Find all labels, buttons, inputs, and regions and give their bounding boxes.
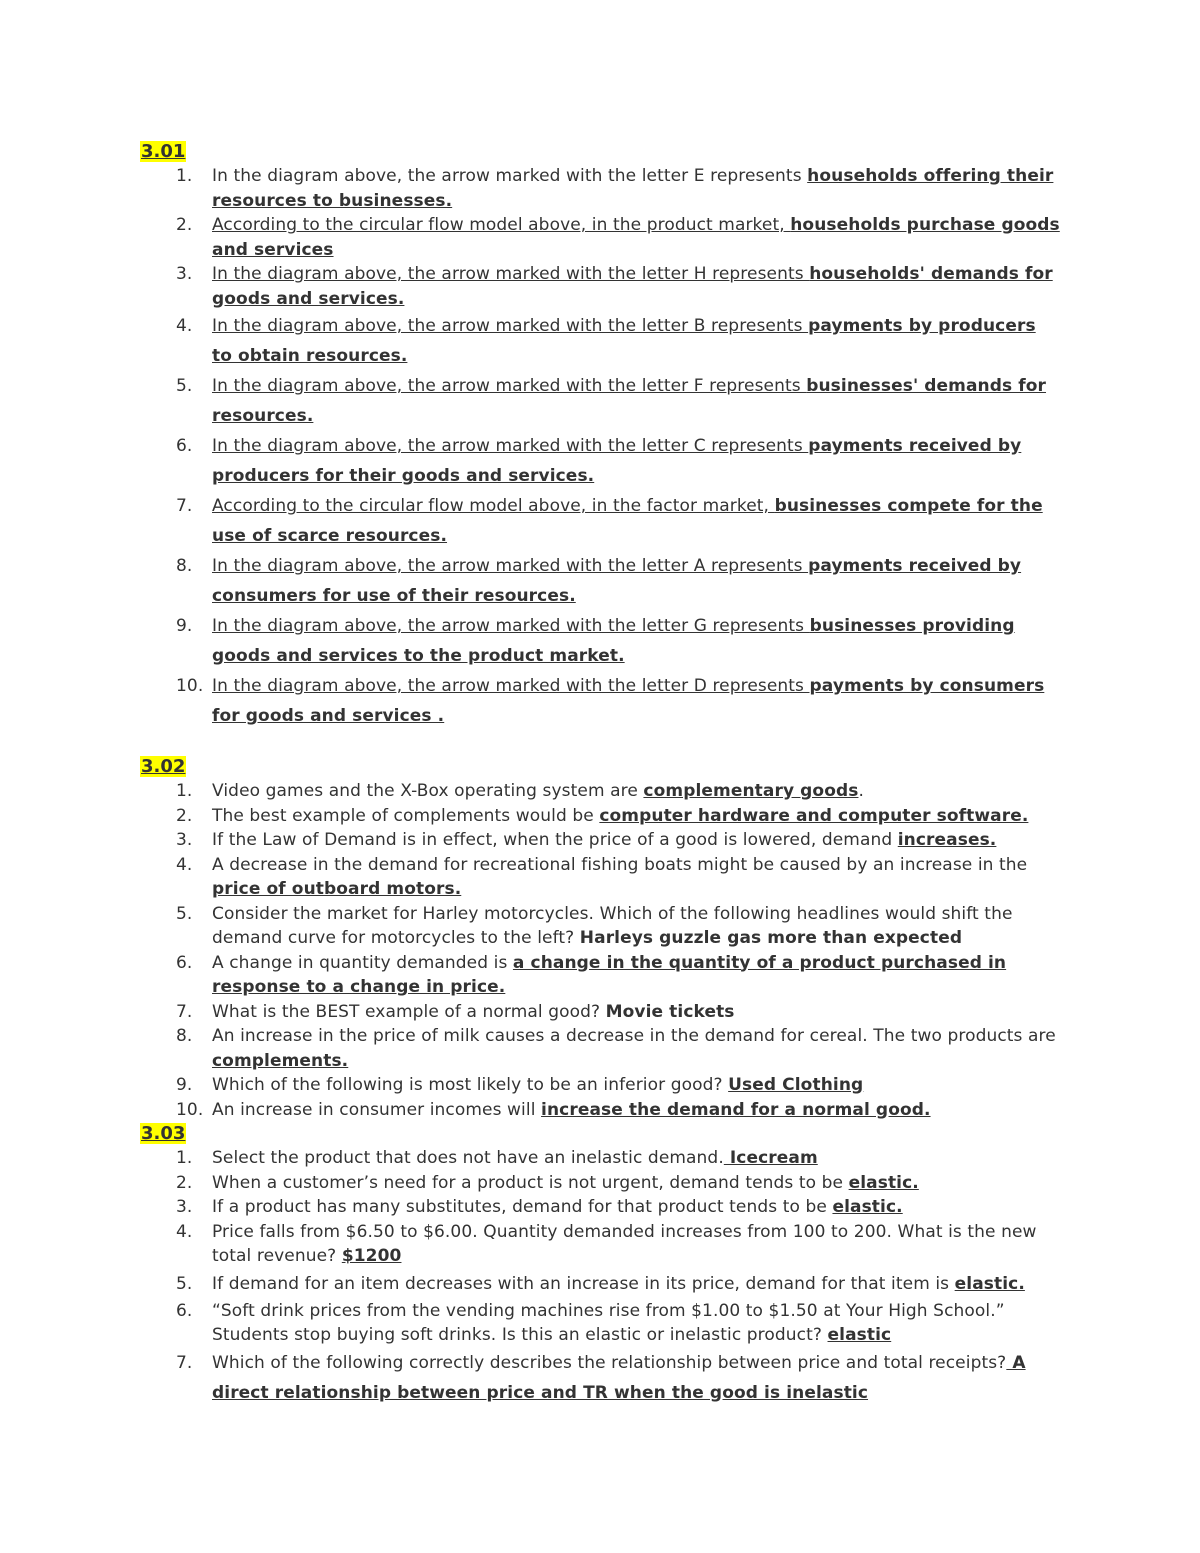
answer: elastic. (954, 1273, 1025, 1294)
list-item: 5. Consider the market for Harley motorcycles. Which of the following headlines would shift the demand curve for motorcycles to the left? Harleys guzzle gas more than expected (176, 903, 1013, 948)
answer: payments received by consumers for use of their resources. (212, 556, 1022, 606)
answer: businesses' demands for resources. (212, 376, 1047, 426)
list-item: 5. In the diagram above, the arrow marked with the letter F represents businesses' demands for resources. (176, 376, 1047, 426)
list-item: 7. According to the circular flow model above, in the factor market, businesses compete for the use of scarce resources. (176, 496, 1043, 546)
list-item: 1. Select the product that does not have an inelastic demand. Icecream (176, 1148, 818, 1168)
answer: payments received by producers for their goods and services. (212, 436, 1022, 486)
spacer (140, 731, 1060, 755)
answer: complementary goods (643, 781, 859, 801)
list-item: 6. “Soft drink prices from the vending machines rise from $1.00 to $1.50 at Your High School.” Students stop buying soft drinks. Is this an elastic or inelastic product? elastic (176, 1300, 1005, 1345)
list-item: 6. A change in quantity demanded is a change in the quantity of a product purchased in response to a change in price. (176, 952, 1007, 997)
section-heading-3-02: 3.02 (141, 756, 186, 777)
answer: households offering their resources to businesses. (212, 166, 1054, 211)
answer: increase the demand for a normal good. (541, 1099, 931, 1120)
list-item: 3. If the Law of Demand is in effect, when the price of a good is lowered, demand increases. (176, 830, 997, 850)
answer: computer hardware and computer software. (599, 805, 1029, 826)
answer: complements. (212, 1050, 349, 1071)
question-list-3-02 (140, 779, 1060, 1122)
list-item: 3. In the diagram above, the arrow marked with the letter H represents households' demands for goods and services. (176, 264, 1053, 309)
answer: payments by consumers for goods and services . (212, 676, 1045, 726)
list-item: 1. In the diagram above, the arrow marked with the letter E represents households offering their resources to businesses. (176, 166, 1054, 211)
list-item: 4. Price falls from $6.50 to $6.00. Quantity demanded increases from 100 to 200. What is the new total revenue? $1200 (176, 1221, 1037, 1266)
answer: Icecream (723, 1148, 818, 1168)
answer: $1200 (341, 1246, 402, 1266)
list-item: 10. An increase in consumer incomes will increase the demand for a normal good. (176, 1099, 931, 1120)
answer: households purchase goods and services (212, 215, 1060, 260)
list-item: 2. According to the circular flow model above, in the product market, households purchase goods and services (176, 215, 1060, 260)
section-heading-3-01: 3.01 (141, 141, 186, 162)
answer: households' demands for goods and services. (212, 264, 1053, 309)
answer: elastic. (832, 1197, 903, 1217)
question-list-3-01 (140, 164, 1060, 731)
answer: increases. (897, 830, 997, 850)
answer: A direct relationship between price and TR when the good is inelastic (212, 1352, 1026, 1403)
list-item: 3. If a product has many substitutes, demand for that product tends to be elastic. (176, 1197, 903, 1217)
answer: Movie tickets (605, 1001, 735, 1022)
list-item: 8. In the diagram above, the arrow marked with the letter A represents payments received by consumers for use of their resources. (176, 556, 1022, 606)
list-item: 4. In the diagram above, the arrow marked with the letter B represents payments by producers to obtain resources. (176, 316, 1036, 366)
list-item: 7. What is the BEST example of a normal good? Movie tickets (176, 1001, 735, 1022)
list-item: 2. When a customer’s need for a product is not urgent, demand tends to be elastic. (176, 1172, 919, 1193)
answer: payments by producers to obtain resources. (212, 316, 1036, 366)
answer: Harleys guzzle gas more than expected (579, 928, 963, 948)
list-item: 7. Which of the following correctly describes the relationship between price and total receipts? A direct relationship between price and TR when the good is inelastic (176, 1352, 1026, 1403)
answer: elastic (827, 1325, 892, 1345)
list-item: 1. Video games and the X-Box operating system are complementary goods. (176, 781, 864, 801)
list-item: 8. An increase in the price of milk causes a decrease in the demand for cereal. The two products are complements. (176, 1026, 1056, 1071)
list-item: 10. In the diagram above, the arrow marked with the letter D represents payments by consumers for goods and services . (176, 676, 1045, 726)
list-item: 9. Which of the following is most likely to be an inferior good? Used Clothing (176, 1075, 864, 1095)
answer: elastic. (848, 1172, 919, 1193)
list-item: 6. In the diagram above, the arrow marked with the letter C represents payments received by producers for their goods and services. (176, 436, 1022, 486)
section-heading-3-03: 3.03 (141, 1123, 186, 1144)
answer: price of outboard motors. (212, 879, 462, 899)
list-item: 9. In the diagram above, the arrow marked with the letter G represents businesses providing goods and services to the product market. (176, 616, 1015, 666)
answer: Used Clothing (728, 1075, 864, 1095)
list-item: 4. A decrease in the demand for recreational fishing boats might be caused by an increase in the price of outboard motors. (176, 854, 1028, 899)
list-item: 5. If demand for an item decreases with an increase in its price, demand for that item is elastic. (176, 1273, 1025, 1294)
question-list-3-03 (140, 1146, 1060, 1408)
answer: businesses compete for the use of scarce resources. (212, 496, 1043, 546)
document-page (140, 140, 1060, 1408)
answer: a change in the quantity of a product purchased in response to a change in price. (212, 952, 1007, 997)
list-item: 2. The best example of complements would be computer hardware and computer software. (176, 805, 1029, 826)
answer: businesses providing goods and services to the product market. (212, 616, 1015, 666)
